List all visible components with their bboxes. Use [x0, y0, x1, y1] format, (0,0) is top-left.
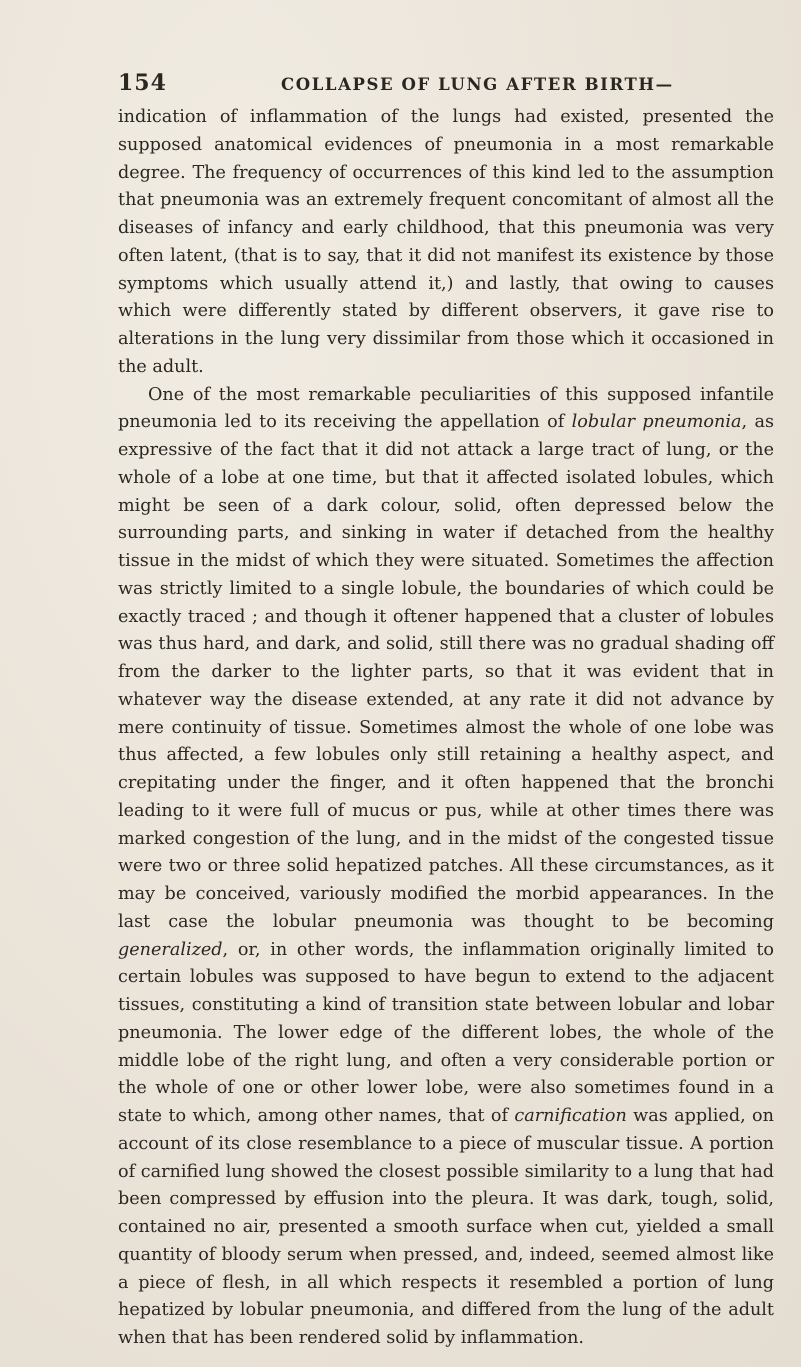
- running-title: COLLAPSE OF LUNG AFTER BIRTH—: [281, 75, 674, 94]
- paragraph-2-text-b: , as expressive of the fact that it did not attack a large tract of lung, or the whole of a lobe at one time, but that it affected isolated lobules, which might be seen of a dark colour, solid, often depressed below the surrounding parts, and sinking in water if detached from the healthy tissue in the midst of which they were situated. Sometimes the affection was strictly limited to a single lobule, the boundaries of which could be exactly traced ; and though it oftener happened that a cluster of lobules was thus hard, and dark, and solid, still there was no gradual shading off from the darker to the lighter parts, so that it was evident that in whatever way the disease extended, at any rate it did not advance by mere continuity of tissue. Sometimes almost the whole of one lobe was thus affected, a few lobules only still retaining a healthy aspect, and crepitating under the finger, and it often happened that the bronchi leading to it were full of mucus or pus, while at other times there was marked congestion of the lung, and in the midst of the congested tissue were two or three solid hepatized patches. All these circumstances, as it may be conceived, variously modified the morbid appearances. In the last case the lobular pneumonia was thought to be becoming: [118, 412, 774, 932]
- paragraph-2-text-d: was applied, on account of its close resemblance to a piece of muscular tissue. A portion of carnified lung showed the closest possible similarity to a lung that had been compressed by effusion into the pleura. It was dark, tough, solid, contained no air, presented a smooth surface when cut, yielded a small quantity of bloody serum when pressed, and, indeed, seemed almost like a piece of flesh, in all which respects it resembled a portion of lung hepatized by lobular pneumonia, and differed from the lung of the adult when that has been rendered solid by inflammation.: [118, 1106, 774, 1348]
- paragraph-2: [118, 382, 774, 1353]
- paragraph-1-text: indication of inflammation of the lungs had existed, presented the supposed anatomical evidences of pneumonia in a most remarkable degree. The frequency of occurrences of this kind led to the assumption that pneumonia was an extremely frequent concomitant of almost all the diseases of infancy and early childhood, that this pneumonia was very often latent, (that is to say, that it did not manifest its existence by those symptoms which usually attend it,) and lastly, that owing to causes which were differently stated by different observers, it gave rise to alterations in the lung very dissimilar from those which it occasioned in the adult.: [118, 107, 774, 377]
- body-text: [118, 104, 774, 1353]
- book-page: [118, 70, 774, 1353]
- paragraph-1: [118, 104, 774, 382]
- term-generalized: generalized: [118, 939, 223, 960]
- term-lobular-pneumonia: lobular pneumonia: [571, 412, 742, 433]
- page-number: 154: [118, 70, 167, 96]
- paragraph-2-text-c: , or, in other words, the inflammation originally limited to certain lobules was supposed to have begun to extend to the adjacent tissues, constituting a kind of transition state between lobular and lobar pneumonia. The lower edge of the different lobes, the whole of the middle lobe of the right lung, and often a very considerable portion or the whole of one or other lower lobe, were also sometimes found in a state to which, among other names, that of: [118, 939, 774, 1126]
- paragraph-2-text-a: One of the most remarkable peculiarities of this supposed infantile pneumonia led to its receiving the appellation of: [118, 384, 774, 433]
- term-carnification: carnification: [514, 1106, 627, 1126]
- running-head: [118, 70, 774, 104]
